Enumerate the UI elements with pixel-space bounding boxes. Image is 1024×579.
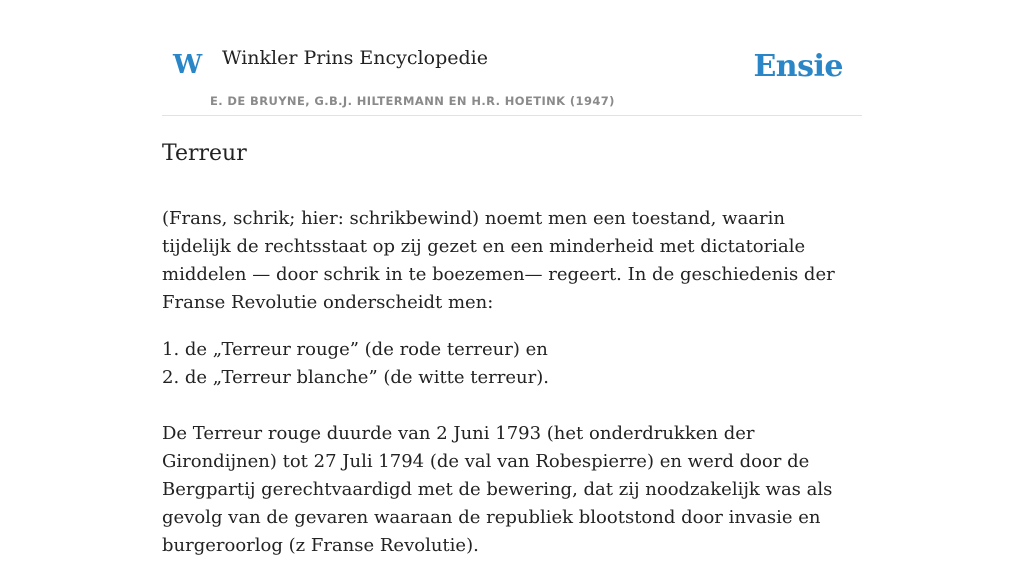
article-title: Terreur (162, 141, 247, 166)
article-content (162, 138, 852, 579)
article-body: De Terreur rouge duurde van 2 Juni 1793 (het onderdrukken der Girondijnen) tot 27 Juli 1794 (de val van Robespierre) en werd door de Bergpartij gerechtvaardigd met de bewering, dat zij noodzakelijk was als gevolg van de gevaren waaraan de republiek blootstond door invasie en burgeroorlog (z Franse Revolutie). (162, 423, 833, 556)
logo-w-icon[interactable]: W (173, 50, 203, 80)
article-intro: (Frans, schrik; hier: schrikbewind) noemt men een toestand, waarin tijdelijk de rechtsstaat op zij gezet en een minderheid met dictatoriale middelen — door schrik in te boezemen— regeert. In de geschiedenis der Franse Revolutie onderscheidt men: (162, 208, 835, 313)
list-item: 2. de „Terreur blanche” (de witte terreur). (162, 367, 549, 388)
ensie-logo[interactable]: Ensie (753, 49, 843, 84)
list-item: 1. de „Terreur rouge” (de rode terreur) en (162, 339, 548, 360)
article-list (162, 336, 852, 392)
header-divider (162, 115, 862, 116)
authors-line: E. DE BRUYNE, G.B.J. HILTERMANN EN H.R. HOETINK (1947) (210, 94, 615, 108)
site-title[interactable]: Winkler Prins Encyclopedie (222, 47, 488, 69)
